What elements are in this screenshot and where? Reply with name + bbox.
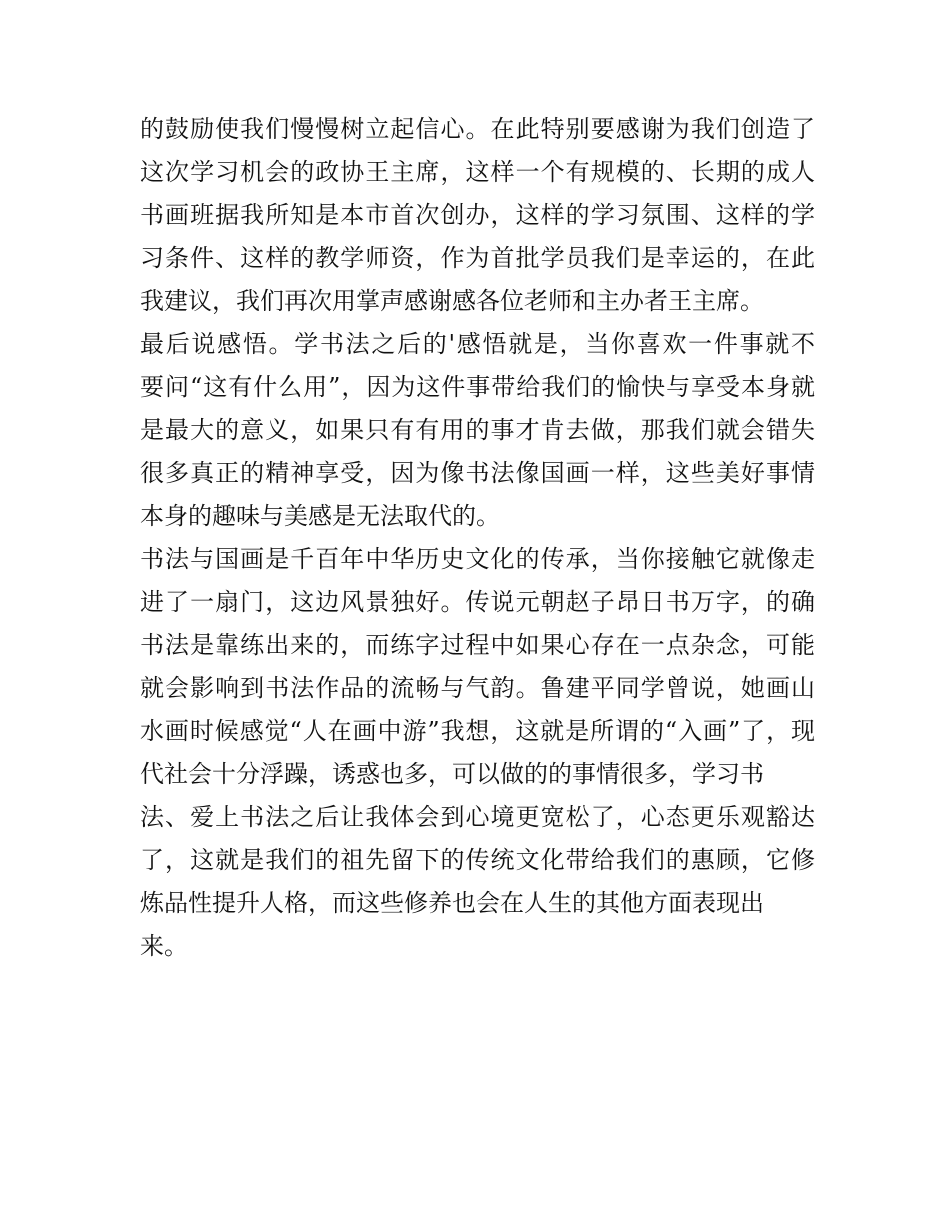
- text-line: 很多真正的精神享受，因为像书法像国画一样，这些美好事情: [140, 459, 815, 487]
- text-line: 要问“这有什么用”，因为这件事带给我们的愉快与享受本身就: [140, 373, 815, 401]
- text-line: 来。: [140, 932, 188, 960]
- text-line: 本身的趣味与美感是无法取代的。: [140, 502, 500, 530]
- text-line: 习条件、这样的教学师资，作为首批学员我们是幸运的，在此: [140, 244, 815, 272]
- text-line: 法、爱上书法之后让我体会到心境更宽松了，心态更乐观豁达: [140, 803, 815, 831]
- text-line: 的鼓励使我们慢慢树立起信心。在此特别要感谢为我们创造了: [140, 115, 815, 143]
- text-line: 水画时候感觉“人在画中游”我想，这就是所谓的“入画”了，现: [140, 717, 815, 745]
- body-text: [140, 108, 815, 968]
- text-line: 这次学习机会的政协王主席，这样一个有规模的、长期的成人: [140, 158, 815, 186]
- text-line: 最后说感悟。学书法之后的'感悟就是，当你喜欢一件事就不: [140, 330, 815, 358]
- text-line: 是最大的意义，如果只有有用的事才肯去做，那我们就会错失: [140, 416, 815, 444]
- text-line: 就会影响到书法作品的流畅与气韵。鲁建平同学曾说，她画山: [140, 674, 815, 702]
- text-line: 进了一扇门，这边风景独好。传说元朝赵子昂日书万字，的确: [140, 588, 815, 616]
- text-line: 书法是靠练出来的，而练字过程中如果心存在一点杂念，可能: [140, 631, 815, 659]
- text-line: 了，这就是我们的祖先留下的传统文化带给我们的惠顾，它修: [140, 846, 815, 874]
- text-line: 我建议，我们再次用掌声感谢感各位老师和主办者王主席。: [140, 287, 764, 315]
- text-line: 炼品性提升人格，而这些修养也会在人生的其他方面表现出: [140, 889, 764, 917]
- text-line: 代社会十分浮躁，诱惑也多，可以做的的事情很多，学习书: [140, 760, 764, 788]
- text-line: 书法与国画是千百年中华历史文化的传承，当你接触它就像走: [140, 545, 815, 573]
- text-line: 书画班据我所知是本市首次创办，这样的学习氛围、这样的学: [140, 201, 815, 229]
